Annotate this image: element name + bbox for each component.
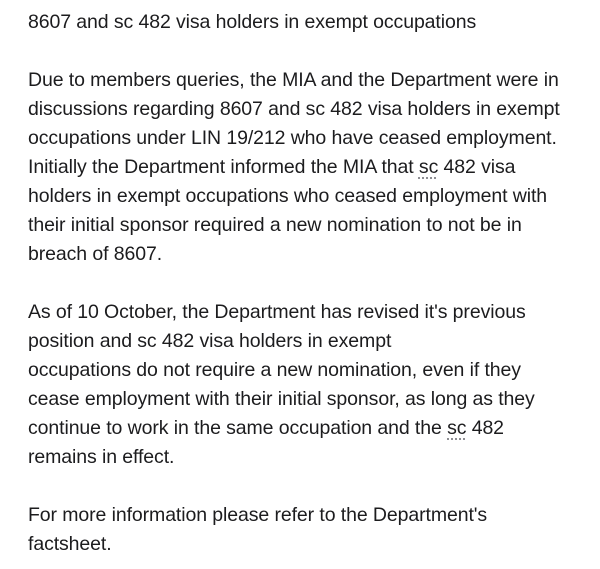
text-segment: 482 visa bbox=[438, 156, 516, 178]
paragraph-3 bbox=[28, 501, 588, 559]
paragraph-line: factsheet. bbox=[28, 533, 112, 555]
document-title: 8607 and sc 482 visa holders in exempt occupations bbox=[28, 11, 477, 33]
text-segment: Initially the Department informed the MIA that bbox=[28, 156, 419, 178]
paragraph-line: As of 10 October, the Department has revised it's previous bbox=[28, 301, 526, 323]
paragraph-line: their initial sponsor required a new nomination to not be in bbox=[28, 214, 522, 236]
paragraph-gap bbox=[28, 269, 588, 298]
paragraph-line bbox=[28, 414, 588, 443]
paragraph-gap bbox=[28, 37, 588, 66]
paragraph-line: breach of 8607. bbox=[28, 243, 163, 265]
paragraph-line: occupations under LIN 19/212 who have ceased employment. bbox=[28, 127, 557, 149]
paragraph-line: position and sc 482 visa holders in exempt bbox=[28, 330, 392, 352]
paragraph-line: cease employment with their initial sponsor, as long as they bbox=[28, 388, 535, 410]
paragraph-line: holders in exempt occupations who ceased employment with bbox=[28, 185, 548, 207]
text-segment: 482 bbox=[466, 417, 504, 439]
paragraph-line: Due to members queries, the MIA and the Department were in bbox=[28, 69, 559, 91]
smart-term-sc[interactable]: sc bbox=[418, 156, 439, 178]
paragraph-line: occupations do not require a new nomination, even if they bbox=[28, 359, 521, 381]
paragraph-line: remains in effect. bbox=[28, 446, 175, 468]
smart-term-sc[interactable]: sc bbox=[447, 417, 467, 439]
document-body bbox=[28, 8, 588, 559]
paragraph-line: discussions regarding 8607 and sc 482 visa holders in exempt bbox=[28, 98, 560, 120]
paragraph-1 bbox=[28, 66, 588, 269]
paragraph-gap bbox=[28, 472, 588, 501]
text-segment: continue to work in the same occupation and the bbox=[28, 417, 448, 439]
paragraph-line bbox=[28, 153, 588, 182]
paragraph-line: For more information please refer to the Department's bbox=[28, 504, 488, 526]
paragraph-2 bbox=[28, 298, 588, 472]
